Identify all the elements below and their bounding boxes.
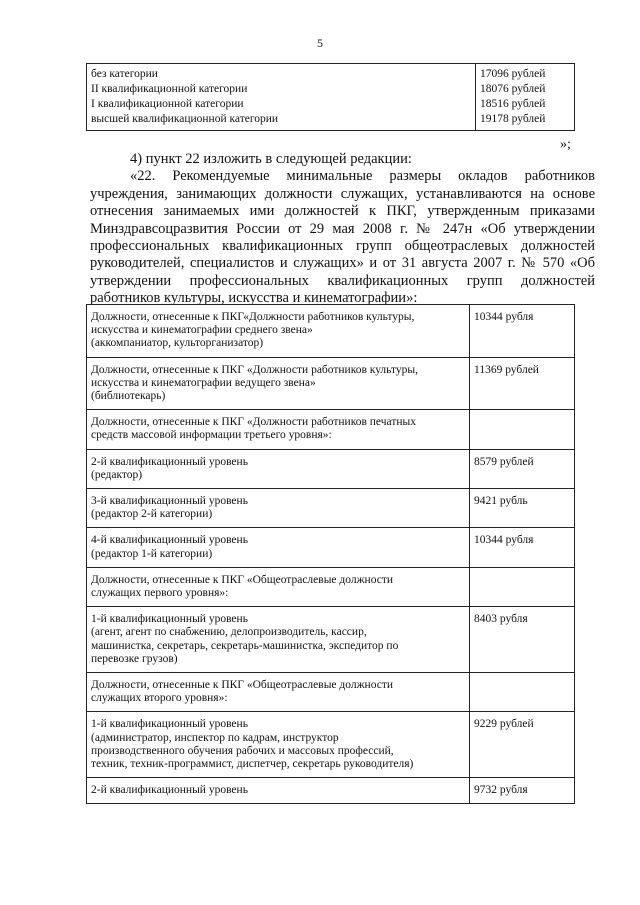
- category-cell: [87, 64, 476, 131]
- table-row: [87, 64, 575, 131]
- closing-quote-mark: »;: [560, 137, 571, 152]
- position-description-cell: [87, 567, 470, 606]
- salary-value: 9229 рублей: [474, 718, 534, 731]
- position-text-line: служащих первого уровня»:: [91, 587, 229, 600]
- category-label: I квалификационной категории: [91, 98, 244, 110]
- position-description-cell: [87, 673, 470, 712]
- position-text-line: 1-й квалификационный уровень: [91, 613, 248, 626]
- position-text-line: искусства и кинематографии среднего звена»: [91, 324, 313, 337]
- category-salary-table: [86, 63, 575, 131]
- position-text-line: (редактор): [91, 468, 143, 481]
- table-row: [87, 528, 575, 567]
- salary-value: 19178 рублей: [480, 113, 546, 125]
- position-text-line: 2-й квалификационный уровень: [91, 455, 248, 468]
- position-description-cell: [87, 305, 470, 358]
- position-text-line: производственного обучения рабочих и массовых профессий,: [91, 744, 394, 757]
- position-text-line: машинистка, секретарь, секретарь-машинистка, экспедитор по: [91, 639, 399, 652]
- position-text-line: Должности, отнесенные к ПКГ «Общеотраслевые должности: [91, 573, 394, 586]
- salary-cell: [470, 410, 575, 449]
- clause-block: [90, 151, 595, 308]
- salary-cell: [470, 449, 575, 488]
- salary-value: 10344 рубля: [474, 311, 534, 323]
- salary-value: 18516 рублей: [480, 98, 546, 110]
- position-salary-table: [86, 304, 575, 804]
- table-row: [87, 607, 575, 673]
- salary-cell: [470, 305, 575, 358]
- category-label: II квалификационной категории: [91, 83, 248, 95]
- table-row: [87, 567, 575, 606]
- salary-value: 9732 рубля: [474, 784, 528, 797]
- position-description-cell: [87, 607, 470, 673]
- position-text-line: (администратор, инспектор по кадрам, инструктор: [91, 731, 339, 744]
- salary-cell: [470, 712, 575, 778]
- table-row: [87, 357, 575, 410]
- page-number: 5: [317, 36, 323, 50]
- salary-cell: [470, 567, 575, 606]
- position-text-line: Должности, отнесенные к ПКГ «Должности работников культуры,: [91, 363, 418, 376]
- salary-value: 9421 рубль: [474, 495, 528, 508]
- position-description-cell: [87, 712, 470, 778]
- position-text-line: искусства и кинематографии ведущего звена»: [91, 376, 316, 389]
- category-label: высшей квалификационной категории: [91, 113, 279, 125]
- position-text-line: 1-й квалификационный уровень: [91, 718, 248, 731]
- table-row: [87, 778, 575, 804]
- salary-cell: [470, 528, 575, 567]
- position-text-line: 4-й квалификационный уровень: [91, 534, 248, 547]
- table-row: [87, 712, 575, 778]
- salary-cell: [470, 673, 575, 712]
- salary-cell: [470, 607, 575, 673]
- clause-heading: 4) пункт 22 изложить в следующей редакции:: [130, 151, 412, 167]
- clause-text: «22. Рекомендуемые минимальные размеры окладов работников учреждения, занимающих должности служащих, устанавливаются на основе отнесения занимаемых ими должностей к ПКГ, утвержденным приказами Минздравсоцразвития России от 29 мая 2008 г. № 247н «Об утверждении профессиональных квалификационных групп общеотраслевых должностей руководителей, специалистов и служащих» и от 31 августа 2007 г. № 570 «Об утверждении профессиональных квалификационных групп должностей работников культуры, искусства и кинематографии»:: [90, 168, 595, 307]
- position-description-cell: [87, 528, 470, 567]
- position-text-line: техник, техник-программист, диспетчер, секретарь руководителя): [91, 758, 414, 771]
- salary-cell: [476, 64, 575, 131]
- position-description-cell: [87, 449, 470, 488]
- position-text-line: (редактор 2-й категории): [91, 508, 213, 521]
- position-text-line: Должности, отнесенные к ПКГ «Должности работников печатных: [91, 416, 416, 429]
- table-row: [87, 489, 575, 528]
- salary-cell: [470, 778, 575, 804]
- table-row: [87, 449, 575, 488]
- salary-value: 10344 рубля: [474, 534, 534, 547]
- position-text-line: (агент, агент по снабжению, делопроизводитель, кассир,: [91, 626, 367, 639]
- table-row: [87, 305, 575, 358]
- table-row: [87, 673, 575, 712]
- position-text-line: 3-й квалификационный уровень: [91, 495, 248, 508]
- salary-value: 18076 рублей: [480, 83, 546, 95]
- salary-value: 8579 рублей: [474, 455, 534, 468]
- salary-cell: [470, 489, 575, 528]
- category-label: без категории: [91, 68, 158, 80]
- position-description-cell: [87, 410, 470, 449]
- position-salary-table-body: [87, 305, 575, 804]
- position-text-line: (редактор 1-й категории): [91, 547, 213, 560]
- position-text-line: 2-й квалификационный уровень: [91, 784, 248, 797]
- salary-value: 11369 рублей: [474, 363, 539, 376]
- position-text-line: служащих второго уровня»:: [91, 692, 228, 705]
- salary-value: 8403 рубля: [474, 613, 528, 626]
- salary-cell: [470, 357, 575, 410]
- position-description-cell: [87, 489, 470, 528]
- position-text-line: (аккомпаниатор, культорганизатор): [91, 337, 264, 350]
- position-description-cell: [87, 357, 470, 410]
- salary-value: 17096 рублей: [480, 68, 546, 80]
- position-description-cell: [87, 778, 470, 804]
- position-text-line: перевозке грузов): [91, 652, 178, 665]
- position-text-line: Должности, отнесенные к ПКГ «Общеотраслевые должности: [91, 679, 394, 692]
- position-text-line: (библиотекарь): [91, 390, 166, 403]
- position-text-line: Должности, отнесенные к ПКГ«Должности работников культуры,: [91, 311, 415, 323]
- table-row: [87, 410, 575, 449]
- position-text-line: средств массовой информации третьего уровня»:: [91, 429, 332, 442]
